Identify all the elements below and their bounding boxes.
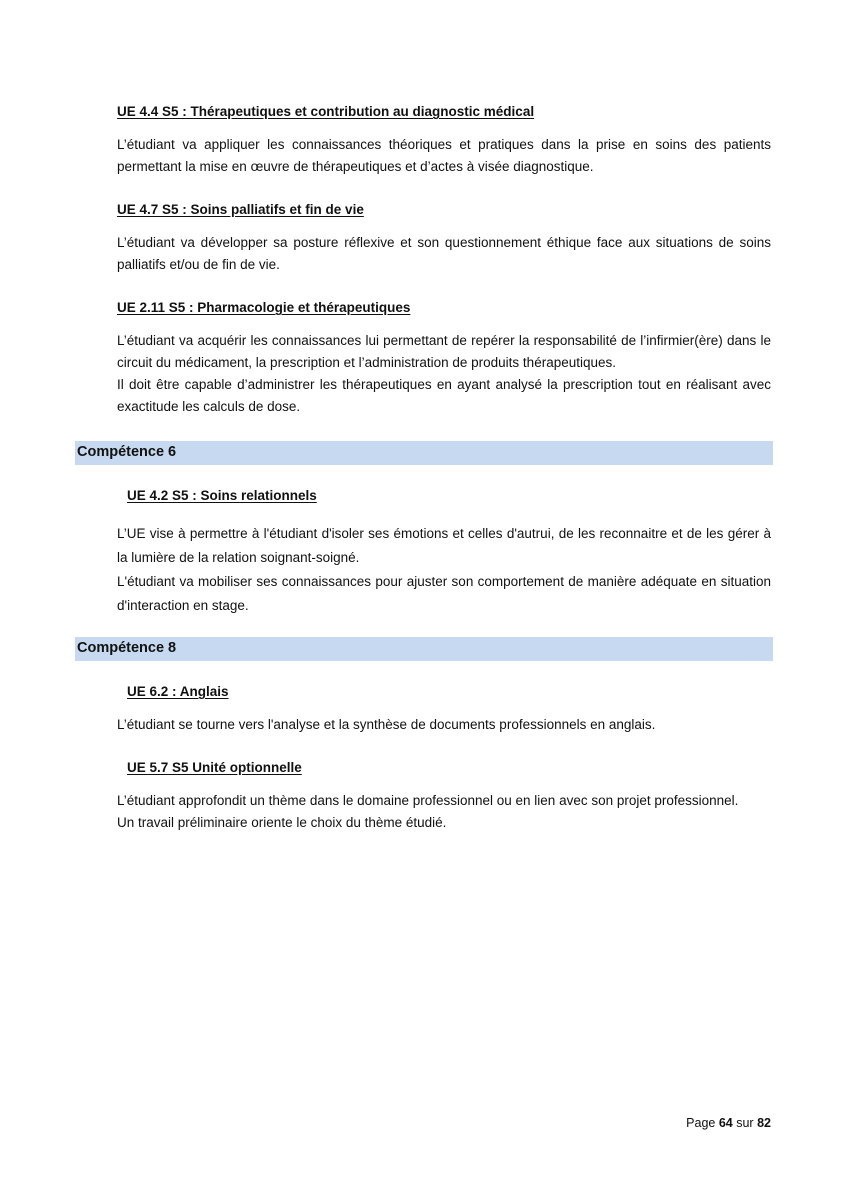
ue-4-7-description [117, 232, 771, 276]
page-current: 64 [718, 1116, 733, 1130]
page-total: 82 [757, 1116, 771, 1130]
paragraph: Un travail préliminaire oriente le choix du thème étudié. [117, 815, 447, 830]
competence-6-title: Compétence 6 [77, 444, 177, 460]
ue-4-4-description [117, 134, 771, 178]
ue-4-4-heading: UE 4.4 S5 : Thérapeutiques et contribution au diagnostic médical [117, 104, 535, 119]
ue-5-7-description [117, 790, 771, 834]
ue-2-11-description [117, 330, 771, 418]
ue-5-7-heading: UE 5.7 S5 Unité optionnelle [127, 760, 302, 775]
ue-4-2-description [117, 522, 771, 618]
paragraph: L’étudiant va appliquer les connaissances théoriques et pratiques dans la prise en soins des patients permettant la mise en œuvre de thérapeutiques et d’actes à visée diagnostique. [117, 137, 771, 174]
page-separator: sur [736, 1116, 754, 1130]
paragraph: L’étudiant va acquérir les connaissances lui permettant de repérer la responsabilité de l’infirmier(ère) dans le circuit du médicament, la prescription et l’administration de produits thérapeutiques. [117, 333, 771, 370]
page-prefix: Page [686, 1116, 716, 1130]
ue-2-11-heading: UE 2.11 S5 : Pharmacologie et thérapeutiques [117, 300, 411, 315]
competence-6-band [75, 441, 773, 465]
ue-6-2-description [117, 714, 771, 736]
paragraph: L’étudiant se tourne vers l'analyse et la synthèse de documents professionnels en anglais. [117, 717, 656, 732]
paragraph: L'étudiant va mobiliser ses connaissances pour ajuster son comportement de manière adéquate en situation d'interaction en stage. [117, 574, 771, 613]
paragraph: L’étudiant approfondit un thème dans le domaine professionnel ou en lien avec son projet professionnel. [117, 793, 739, 808]
page-number [686, 1116, 771, 1130]
paragraph: L’étudiant va développer sa posture réflexive et son questionnement éthique face aux situations de soins palliatifs et/ou de fin de vie. [117, 235, 771, 272]
paragraph: Il doit être capable d’administrer les thérapeutiques en ayant analysé la prescription tout en réalisant avec exactitude les calculs de dose. [117, 377, 771, 414]
ue-4-7-heading: UE 4.7 S5 : Soins palliatifs et fin de vie [117, 202, 364, 217]
ue-6-2-heading: UE 6.2 : Anglais [127, 684, 229, 699]
ue-4-2-heading: UE 4.2 S5 : Soins relationnels [127, 488, 317, 503]
competence-8-title: Compétence 8 [77, 640, 177, 656]
competence-8-band [75, 637, 773, 661]
paragraph: L’UE vise à permettre à l'étudiant d'isoler ses émotions et celles d'autrui, de les reconnaitre et de les gérer à la lumière de la relation soignant-soigné. [117, 526, 771, 565]
